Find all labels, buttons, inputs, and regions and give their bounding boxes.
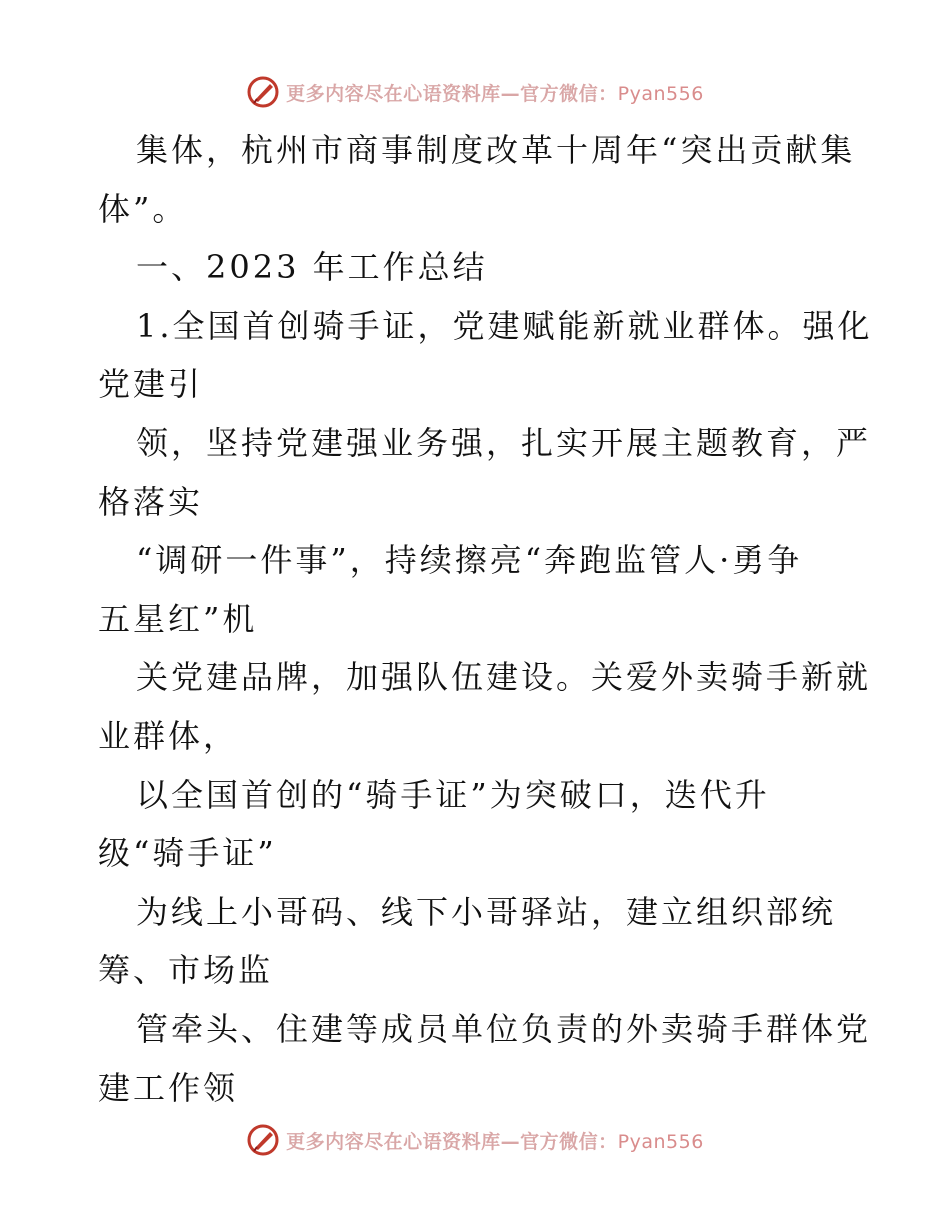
text-line: 建工作领 (98, 1068, 239, 1107)
text-line: 筹、市场监 (98, 951, 274, 990)
text-line: 关党建品牌，加强队伍建设。关爱外卖骑手新就 (136, 658, 872, 697)
text-line: “调研一件事”，持续擦亮“奔跑监管人·勇争 (136, 541, 803, 580)
document-body (98, 121, 873, 1117)
watermark-text: 更多内容尽在心语资料库—官方微信：Pyan556 (286, 82, 704, 105)
text-line: 五星红”机 (98, 599, 258, 638)
text-line: 为线上小哥码、线下小哥驿站，建立组织部统 (136, 892, 837, 931)
text-line: 集体，杭州市商事制度改革十周年“突出贡献集 (136, 131, 856, 169)
section-heading: 一、2023 年工作总结 (136, 248, 488, 287)
text-line: 1.全国首创骑手证，党建赋能新就业群体。强化 (136, 306, 873, 345)
text-line: 以全国首创的“骑手证”为突破口，迭代升 (136, 775, 770, 814)
text-line: 业群体， (98, 716, 239, 755)
text-line: 党建引 (98, 365, 204, 404)
watermark-text: 更多内容尽在心语资料库—官方微信：Pyan556 (286, 1130, 704, 1153)
text-line: 管牵头、住建等成员单位负责的外卖骑手群体党 (136, 1009, 872, 1048)
footer-watermark (0, 1120, 950, 1160)
text-line: 体”。 (98, 189, 188, 228)
feather-pen-logo-icon (246, 75, 280, 109)
text-line: 领，坚持党建强业务强，扎实开展主题教育，严 (136, 423, 872, 462)
header-watermark (0, 72, 950, 112)
feather-pen-logo-icon (246, 1123, 280, 1157)
text-line: 级“骑手证” (98, 834, 277, 873)
text-line: 格落实 (98, 482, 204, 521)
